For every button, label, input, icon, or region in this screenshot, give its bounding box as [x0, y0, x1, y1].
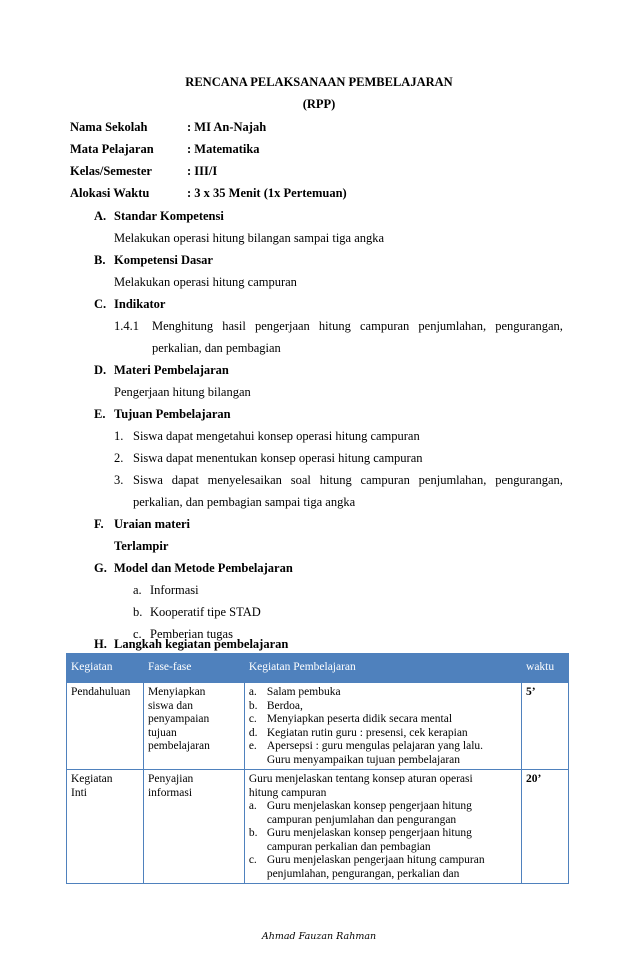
- section-b-letter: B.: [94, 253, 106, 267]
- cell-line: Kegiatan: [71, 773, 113, 785]
- col-header-pembelajaran: Kegiatan Pembelajaran: [244, 654, 521, 683]
- list-text: Guru menjelaskan konsep pengerjaan hitung: [266, 827, 472, 839]
- list-item: [249, 827, 517, 841]
- list-marker: a.: [248, 800, 257, 812]
- section-a-heading: Standar Kompetensi: [114, 209, 224, 223]
- list-text: Salam pembuka: [266, 686, 341, 698]
- list-item: [249, 686, 517, 700]
- cell-fase: [143, 683, 244, 770]
- section-a-letter: A.: [94, 209, 107, 223]
- section-g-letter: G.: [94, 561, 107, 575]
- activity-table: [66, 653, 569, 884]
- cell-line: tujuan: [147, 726, 177, 739]
- list-item: [249, 713, 517, 727]
- word: pengerjaan: [254, 319, 310, 333]
- word: dapat: [171, 473, 199, 487]
- cell-pembelajaran: [244, 770, 521, 884]
- col-header-kegiatan: Kegiatan: [67, 654, 144, 683]
- list-marker: [249, 868, 267, 882]
- word: menyelesaikan: [207, 473, 282, 487]
- list-item: [249, 754, 517, 768]
- section-f-heading: Uraian materi: [114, 517, 191, 531]
- cell-kegiatan: [67, 683, 144, 770]
- list-item: [249, 854, 517, 868]
- list-item: [249, 868, 517, 882]
- cell-text: Pendahuluan: [71, 686, 131, 698]
- section-d-text: Pengerjaan hitung bilangan: [114, 385, 251, 399]
- list-text: Apersepsi : guru mengulas pelajaran yang lalu.: [266, 740, 484, 752]
- word: pengurangan,: [495, 473, 563, 487]
- method-a-text: Informasi: [150, 583, 199, 597]
- cell-line: pembelajaran: [147, 740, 210, 752]
- list-marker: [249, 754, 267, 768]
- list-item: [249, 841, 517, 855]
- section-h-heading: Langkah kegiatan pembelajaran: [114, 637, 289, 651]
- cell-fase: [143, 770, 244, 884]
- list-marker: a.: [248, 686, 257, 698]
- section-c-letter: C.: [94, 297, 107, 311]
- goal-2-text: Siswa dapat menentukan konsep operasi hitung campuran: [133, 451, 423, 465]
- word: Menghitung: [152, 319, 214, 333]
- info-value-class: : III/I: [187, 164, 218, 178]
- goal-3-line-2: perkalian, dan pembagian sampai tiga angka: [133, 495, 356, 509]
- section-b-text: Melakukan operasi hitung campuran: [114, 275, 297, 289]
- section-d-heading: Materi Pembelajaran: [114, 363, 229, 377]
- info-value-subject: : Matematika: [187, 142, 260, 156]
- info-label-time: Alokasi Waktu: [70, 186, 150, 200]
- list-marker: [249, 841, 267, 855]
- section-f-letter: F.: [94, 517, 104, 531]
- method-c-letter: c.: [133, 627, 142, 641]
- goal-2-number: 2.: [114, 451, 124, 465]
- method-b-letter: b.: [133, 605, 143, 619]
- section-e-heading: Tujuan Pembelajaran: [114, 407, 231, 421]
- method-b-text: Kooperatif tipe STAD: [150, 605, 261, 619]
- activity-list: [249, 800, 517, 881]
- info-value-school: : MI An-Najah: [187, 120, 267, 134]
- word: penjumlahan,: [418, 319, 487, 333]
- table-header-row: [67, 654, 569, 683]
- word: pengurangan,: [495, 319, 563, 333]
- document-title: RENCANA PELAKSANAAN PEMBELAJARAN: [185, 75, 453, 89]
- list-text: Kegiatan rutin guru : presensi, cek kerapian: [266, 726, 468, 739]
- goal-3-number: 3.: [114, 473, 124, 487]
- cell-line: informasi: [147, 786, 193, 799]
- info-label-class: Kelas/Semester: [70, 164, 152, 178]
- word: hasil: [222, 319, 246, 333]
- list-marker: d.: [248, 726, 258, 739]
- list-marker: b.: [248, 827, 258, 839]
- activity-list: [249, 686, 517, 767]
- indicator-line-1: [152, 319, 563, 334]
- document-subtitle: (RPP): [302, 97, 336, 111]
- list-text: Menyiapkan peserta didik secara mental: [266, 713, 453, 725]
- list-text: campuran penjumlahan dan pengurangan: [266, 813, 457, 826]
- list-item: [249, 740, 517, 754]
- cell-line: penyampaian: [147, 713, 210, 725]
- word: campuran: [360, 319, 410, 333]
- list-text: penjumlahan, pengurangan, perkalian dan: [266, 867, 460, 880]
- list-text: Guru menjelaskan pengerjaan hitung campuran: [266, 854, 485, 866]
- list-marker: [249, 814, 267, 828]
- goal-3-line-1: [133, 473, 563, 488]
- footer-author: Ahmad Fauzan Rahman: [261, 931, 377, 942]
- table-row: [67, 683, 569, 770]
- col-header-fase: Fase-fase: [143, 654, 244, 683]
- section-d-letter: D.: [94, 363, 107, 377]
- cell-line: siswa dan: [147, 699, 193, 712]
- goal-1-text: Siswa dapat mengetahui konsep operasi hitung campuran: [133, 429, 420, 443]
- word: Siswa: [133, 473, 163, 487]
- cell-line: Penyajian: [147, 773, 194, 785]
- col-header-waktu: waktu: [522, 654, 569, 683]
- table-row: [67, 770, 569, 884]
- list-item: [249, 814, 517, 828]
- cell-line: hitung campuran: [248, 786, 327, 799]
- word: penjumlahan,: [418, 473, 487, 487]
- list-item: [249, 700, 517, 714]
- section-b-heading: Kompetensi Dasar: [114, 253, 213, 267]
- indicator-line-2: perkalian, dan pembagian: [152, 341, 281, 355]
- cell-text: 20’: [526, 773, 542, 785]
- list-marker: b.: [248, 699, 258, 712]
- section-a-text: Melakukan operasi hitung bilangan sampai tiga angka: [114, 231, 385, 245]
- method-a-letter: a.: [133, 583, 142, 597]
- cell-waktu: [522, 683, 569, 770]
- word: hitung: [318, 319, 351, 333]
- list-marker: e.: [248, 740, 257, 752]
- word: soal: [290, 473, 311, 487]
- cell-pembelajaran: [244, 683, 521, 770]
- cell-kegiatan: [67, 770, 144, 884]
- list-text: campuran perkalian dan pembagian: [266, 840, 431, 853]
- list-marker: c.: [248, 713, 257, 725]
- word: campuran: [360, 473, 410, 487]
- section-h-letter: H.: [94, 637, 107, 651]
- list-text: Berdoa,: [266, 699, 303, 712]
- method-c-text: Pemberian tugas: [150, 627, 233, 641]
- info-value-time: : 3 x 35 Menit (1x Pertemuan): [187, 186, 347, 200]
- info-label-school: Nama Sekolah: [70, 120, 148, 134]
- section-e-letter: E.: [94, 407, 106, 421]
- cell-line: Inti: [71, 786, 87, 799]
- list-text: Guru menyampaikan tujuan pembelajaran: [266, 753, 461, 766]
- info-label-subject: Mata Pelajaran: [70, 142, 154, 156]
- goal-1-number: 1.: [114, 429, 124, 443]
- section-f-text: Terlampir: [114, 539, 169, 553]
- cell-line: Menyiapkan: [147, 686, 206, 698]
- list-item: [249, 800, 517, 814]
- section-g-heading: Model dan Metode Pembelajaran: [114, 561, 293, 575]
- list-marker: c.: [248, 854, 257, 866]
- list-item: [249, 727, 517, 741]
- cell-waktu: [522, 770, 569, 884]
- word: hitung: [319, 473, 352, 487]
- indicator-number: 1.4.1: [114, 319, 139, 333]
- list-text: Guru menjelaskan konsep pengerjaan hitung: [266, 800, 472, 812]
- cell-line: Guru menjelaskan tentang konsep aturan operasi: [248, 773, 473, 785]
- cell-text: 5’: [526, 686, 536, 698]
- section-c-heading: Indikator: [114, 297, 166, 311]
